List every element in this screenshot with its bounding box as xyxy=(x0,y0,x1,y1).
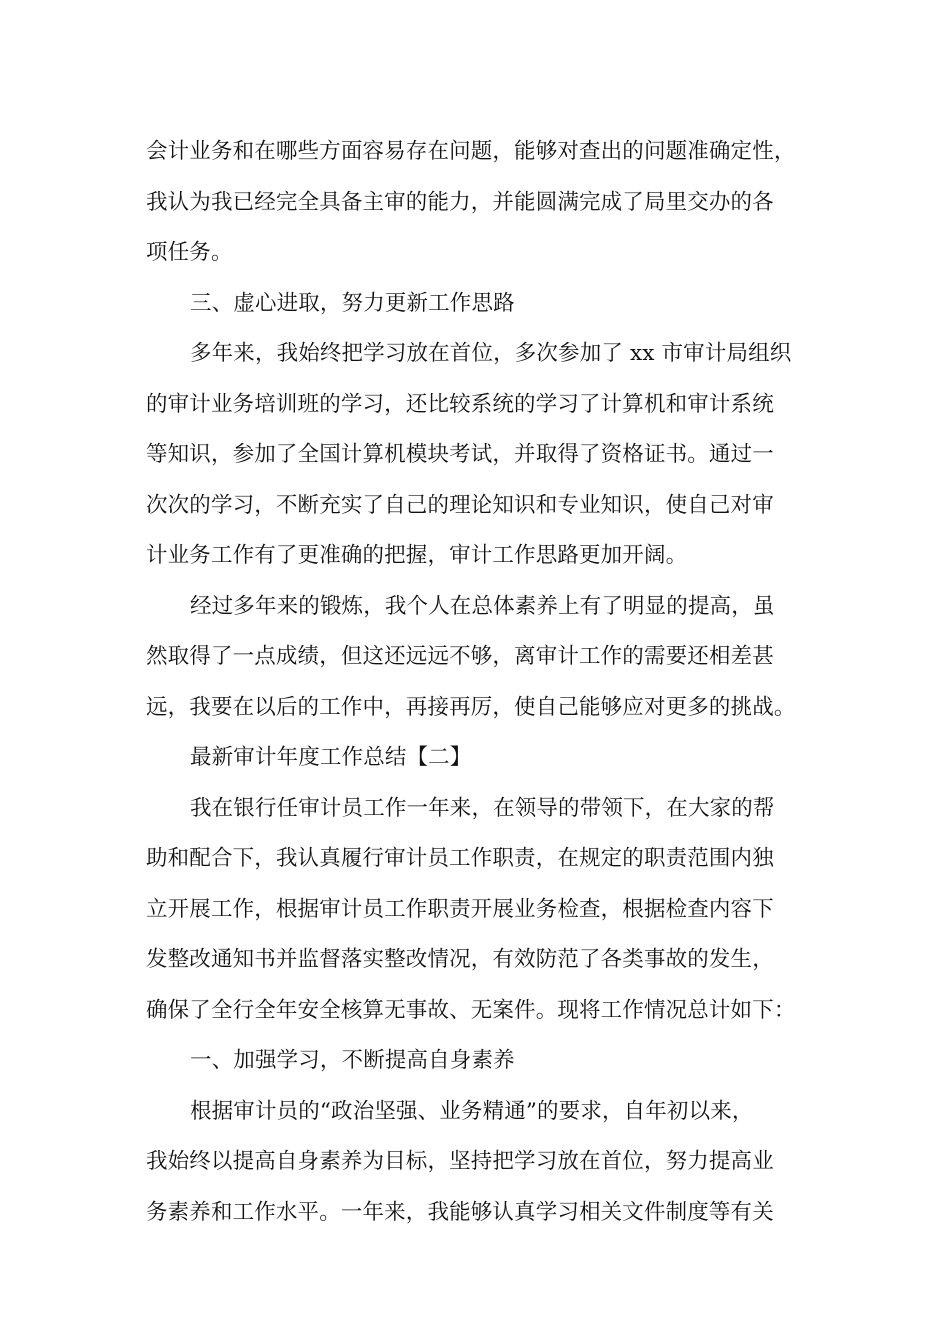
text-line: 我认为我已经完全具备主审的能力，并能圆满完成了局里交办的各 xyxy=(146,189,774,215)
section-heading: 一、加强学习，不断提高自身素养 xyxy=(190,1048,515,1073)
text-line: 会计业务和在哪些方面容易存在问题，能够对查出的问题准确定性， xyxy=(146,139,796,164)
text-line: 多年来，我始终把学习放在首位，多次参加了 xx 市审计局组织 xyxy=(190,341,792,366)
text-line: 项任务。 xyxy=(146,240,233,265)
text-line: 的审计业务培训班的学习，还比较系统的学习了计算机和审计系统 xyxy=(146,391,774,417)
text-line: 根据审计员的“政治坚强、业务精通”的要求，自年初以来， xyxy=(190,1098,754,1124)
text-line: 我始终以提高自身素养为目标，坚持把学习放在首位，努力提高业 xyxy=(146,1149,774,1174)
text-line: 远，我要在以后的工作中，再接再厉，使自己能够应对更多的挑战。 xyxy=(146,694,796,720)
document-body xyxy=(146,127,818,1238)
text-line: 发整改通知书并监督落实整改情况，有效防范了各类事故的发生， xyxy=(146,947,774,972)
text-line: 次次的学习，不断充实了自己的理论知识和专业知识，使自己对审 xyxy=(146,492,774,518)
section-heading: 三、虚心进取，努力更新工作思路 xyxy=(190,290,515,316)
text-line: 确保了全行全年安全核算无事故、无案件。现将工作情况总计如下： xyxy=(146,997,796,1023)
text-line: 助和配合下，我认真履行审计员工作职责，在规定的职责范围内独 xyxy=(146,846,774,871)
text-line: 立开展工作，根据审计员工作职责开展业务检查，根据检查内容下 xyxy=(146,896,774,922)
text-line: 经过多年来的锻炼，我个人在总体素养上有了明显的提高，虽 xyxy=(190,593,775,619)
text-line: 等知识，参加了全国计算机模块考试，并取得了资格证书。通过一 xyxy=(146,442,774,467)
text-line: 我在银行任审计员工作一年来，在领导的带领下，在大家的帮 xyxy=(190,795,775,821)
document-subtitle: 最新审计年度工作总结【二】 xyxy=(190,745,472,770)
text-line: 务素养和工作水平。一年来，我能够认真学习相关文件制度等有关 xyxy=(146,1199,774,1225)
text-line: 然取得了一点成绩，但这还远远不够，离审计工作的需要还相差甚 xyxy=(146,644,774,669)
text-line: 计业务工作有了更准确的把握，审计工作思路更加开阔。 xyxy=(146,543,688,568)
